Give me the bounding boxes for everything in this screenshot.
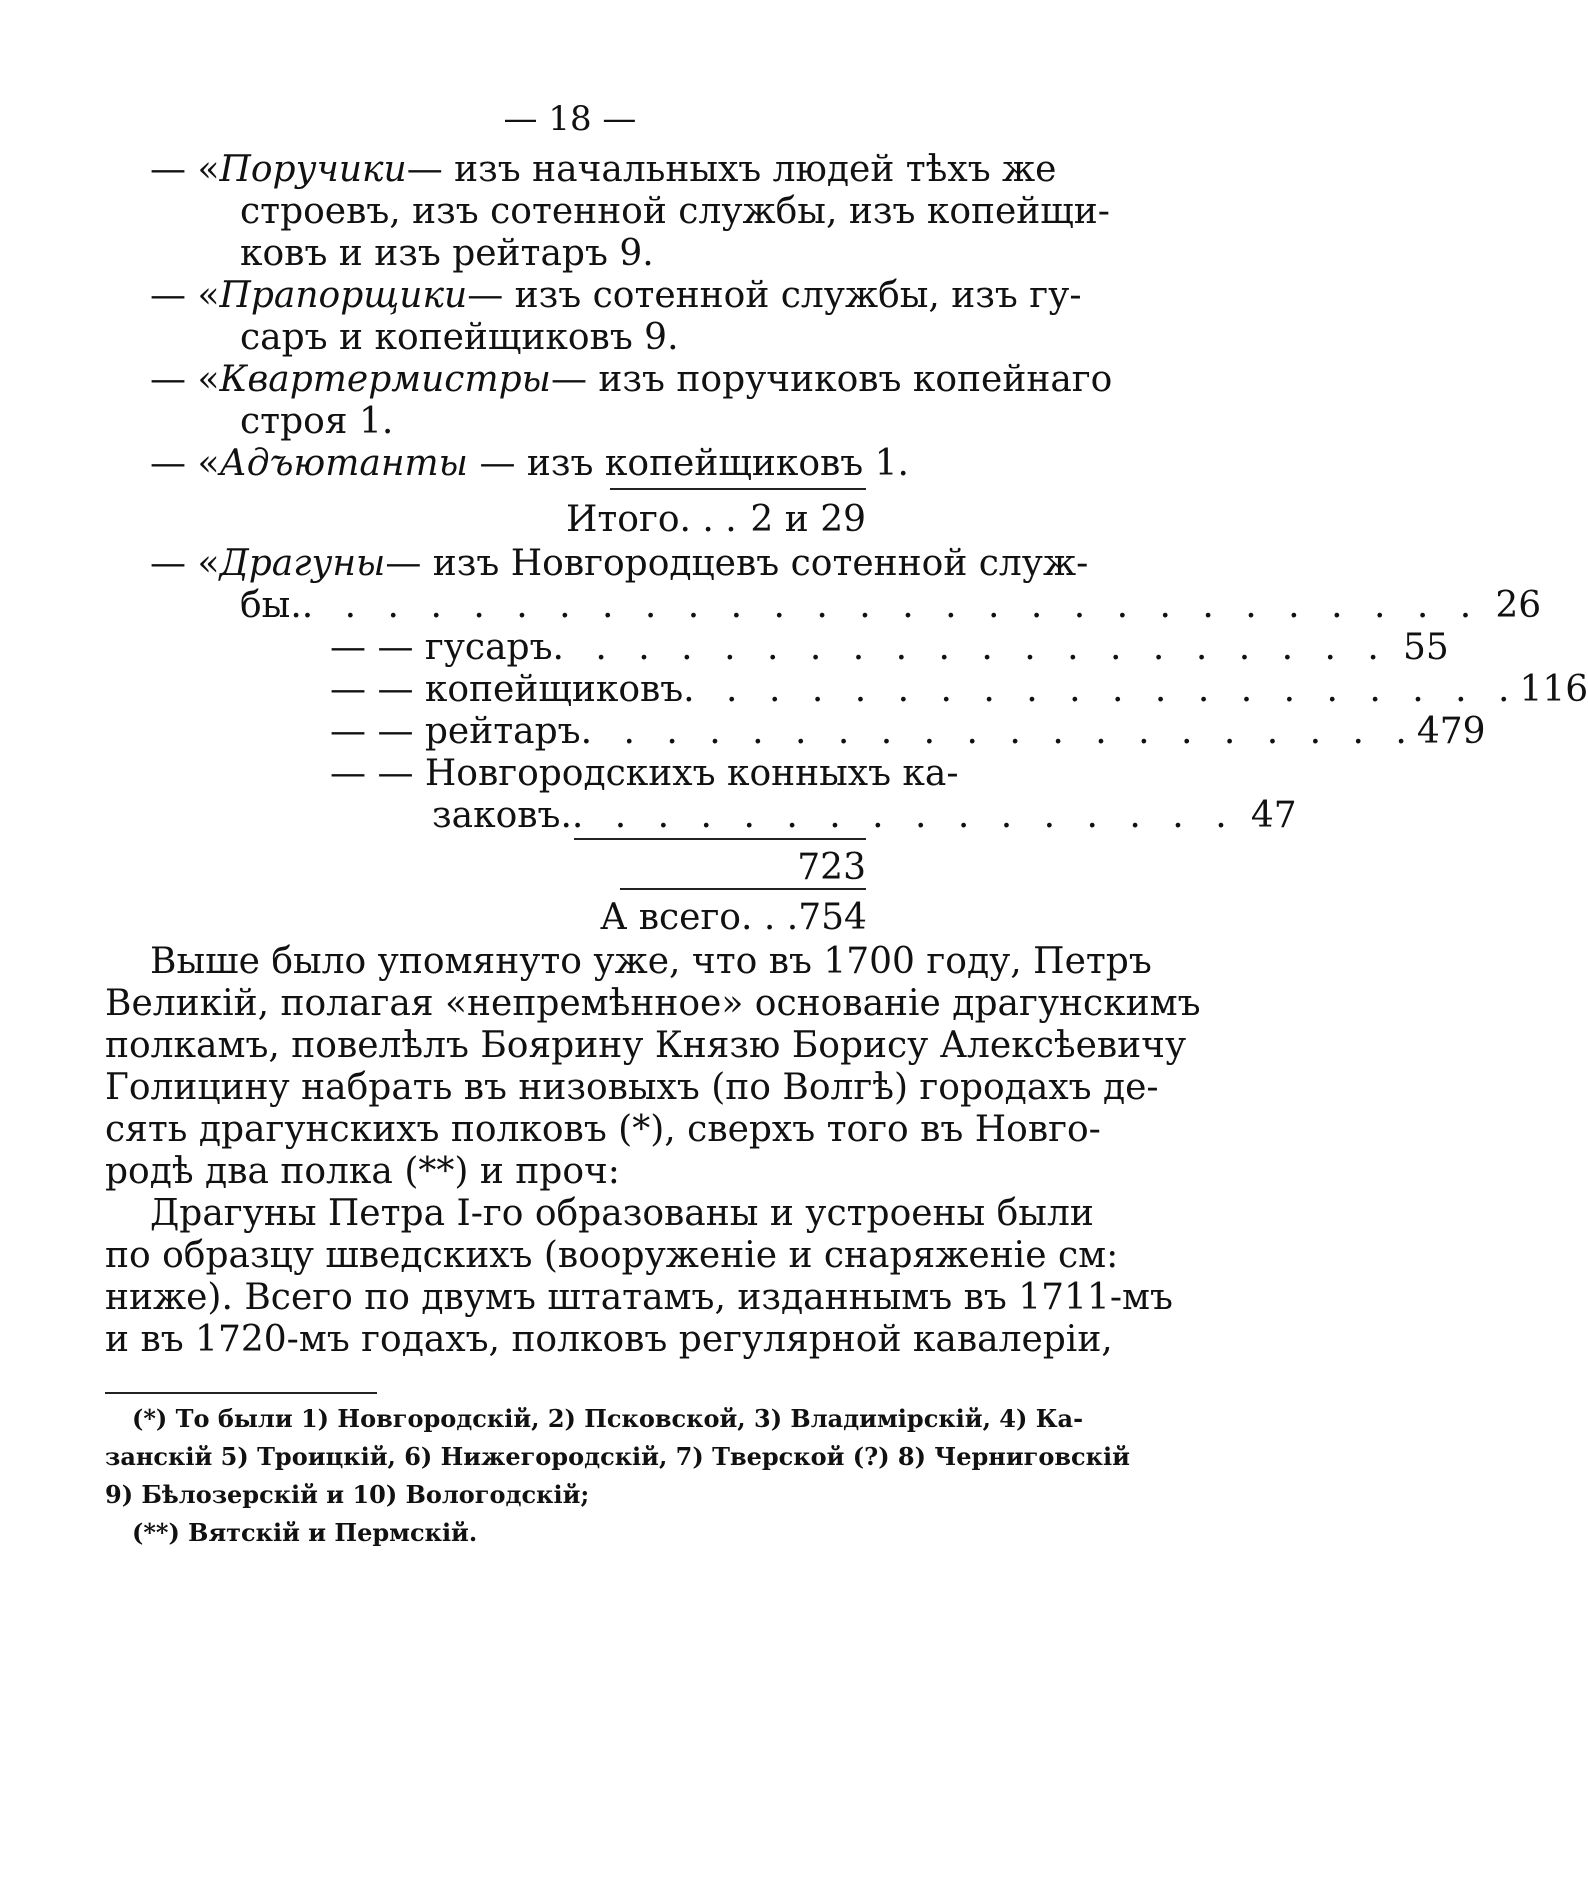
para2-line: и въ 1720-мъ годахъ, полковъ регулярной кавалеріи, — [105, 1319, 1113, 1360]
dragoon-value: 116 — [1519, 669, 1588, 710]
para1-line: родѣ два полка (**) и проч: — [105, 1151, 620, 1192]
subtotal-line — [566, 496, 866, 544]
para2-line: Драгуны Петра І-го образованы и устроены были — [150, 1193, 1094, 1234]
dragoon-row: — — гусаръ . . . . . . . . . . . . . . . . . . . . 55 — [330, 624, 866, 672]
grand-total-line — [600, 894, 866, 942]
subtotal-rule — [610, 488, 866, 490]
footnote-line: (*) То были 1) Новгородскій, 2) Псковской, 3) Владимірскій, 4) Ка- — [132, 1404, 1084, 1433]
grand-total-value: 754 — [798, 897, 867, 938]
para1-line: сять драгунскихъ полковъ (*), сверхъ того въ Новго- — [105, 1109, 1101, 1150]
footnote-line: (**) Вятскій и Пермскій. — [132, 1518, 478, 1547]
page-number: — 18 — — [503, 99, 637, 139]
rank-line-poruchiki — [150, 146, 1057, 194]
para2-line: по образцу шведскихъ (вооруженіе и снаряженіе см: — [105, 1235, 1119, 1276]
rank-title: Поручики — [219, 149, 407, 190]
rank-line-kvartermistry — [150, 356, 1113, 404]
para1-line: полкамъ, повелѣлъ Боярину Князю Борису Алексѣевичу — [105, 1025, 1187, 1066]
rank-desc: — изъ сотенной службы, изъ гу- — [467, 275, 1082, 316]
rank-lead: — « — [150, 443, 220, 484]
para1-line: Выше было упомянуто уже, что въ 1700 году, Петръ — [150, 941, 1152, 982]
dragoon-row-last-cont: заковъ. . . . . . . . . . . . . . . . . 47 — [432, 792, 866, 840]
dragoon-value: 26 — [1495, 585, 1542, 626]
footnote-rule — [105, 1392, 377, 1394]
grand-total-label: А всего. . . — [600, 897, 799, 938]
footnote-line: занскій 5) Троицкій, 6) Нижегородскій, 7) Тверской (?) 8) Черниговскій — [105, 1442, 1130, 1471]
para1-line: Великій, полагая «непремѣнное» основаніе драгунскимъ — [105, 983, 1201, 1024]
dragoon-label: бы. — [240, 585, 302, 626]
rank-desc: — изъ поручиковъ копейнаго — [550, 359, 1113, 400]
rank-title: Драгуны — [219, 543, 386, 584]
rank-lead: — « — [150, 275, 220, 316]
rank-cont: саръ и копейщиковъ 9. — [240, 317, 679, 358]
dragoon-row: — — копейщиковъ . . . . . . . . . . . . . . . . . . . . 116 — [330, 666, 866, 714]
rank-cont: ковъ и изъ рейтаръ 9. — [240, 233, 654, 274]
subtotal-value: 2 и 29 — [750, 499, 866, 540]
rank-title: Прапорщики — [219, 275, 468, 316]
rank-title: Адъютанты — [219, 443, 469, 484]
rank-desc: — изъ копейщиковъ 1. — [479, 443, 909, 484]
rank-line-praporshchiki — [150, 272, 1082, 320]
dragoon-row: — — рейтаръ . . . . . . . . . . . . . . . . . . . . 479 — [330, 708, 866, 756]
rank-line-adyutanty — [150, 440, 909, 488]
rank-lead: — « — [150, 543, 220, 584]
dragoon-value: 479 — [1416, 711, 1486, 752]
rank-desc: — изъ Новгородцевъ сотенной служ- — [385, 543, 1089, 584]
para1-line: Голицину набрать въ низовыхъ (по Волгѣ) городахъ де- — [105, 1067, 1159, 1108]
dragoon-label: — — гусаръ — [330, 627, 553, 668]
subtotal-label: Итого. . . — [566, 499, 737, 540]
dragoon-value: 47 — [1250, 795, 1297, 836]
dragoon-label: заковъ. — [432, 795, 572, 836]
footnote-line: 9) Бѣлозерскій и 10) Вологодскій; — [105, 1480, 590, 1509]
dragoon-row-last: — — Новгородскихъ конныхъ ка- — [330, 753, 959, 794]
rank-title: Квартермистры — [219, 359, 551, 400]
rank-desc: — изъ начальныхъ людей тѣхъ же — [406, 149, 1057, 190]
rank-lead: — « — [150, 359, 220, 400]
rank-lead: — « — [150, 149, 220, 190]
dragoon-total: 723 — [797, 847, 866, 888]
dragoon-value: 55 — [1403, 627, 1449, 668]
rank-line-draguny — [150, 540, 1089, 588]
dragoon-label: — — рейтаръ — [330, 711, 581, 752]
dragoon-total-rule — [574, 838, 866, 840]
rank-cont: строя 1. — [240, 401, 394, 442]
dragoon-row-first: бы. . . . . . . . . . . . . . . . . . . . . . . . . . . . . 26 — [240, 582, 866, 630]
para2-line: ниже). Всего по двумъ штатамъ, изданнымъ въ 1711-мъ — [105, 1277, 1173, 1318]
rank-cont: строевъ, изъ сотенной службы, изъ копейщи- — [240, 191, 1110, 232]
dragoon-label: — — копейщиковъ — [330, 669, 684, 710]
grand-total-rule — [620, 888, 866, 890]
